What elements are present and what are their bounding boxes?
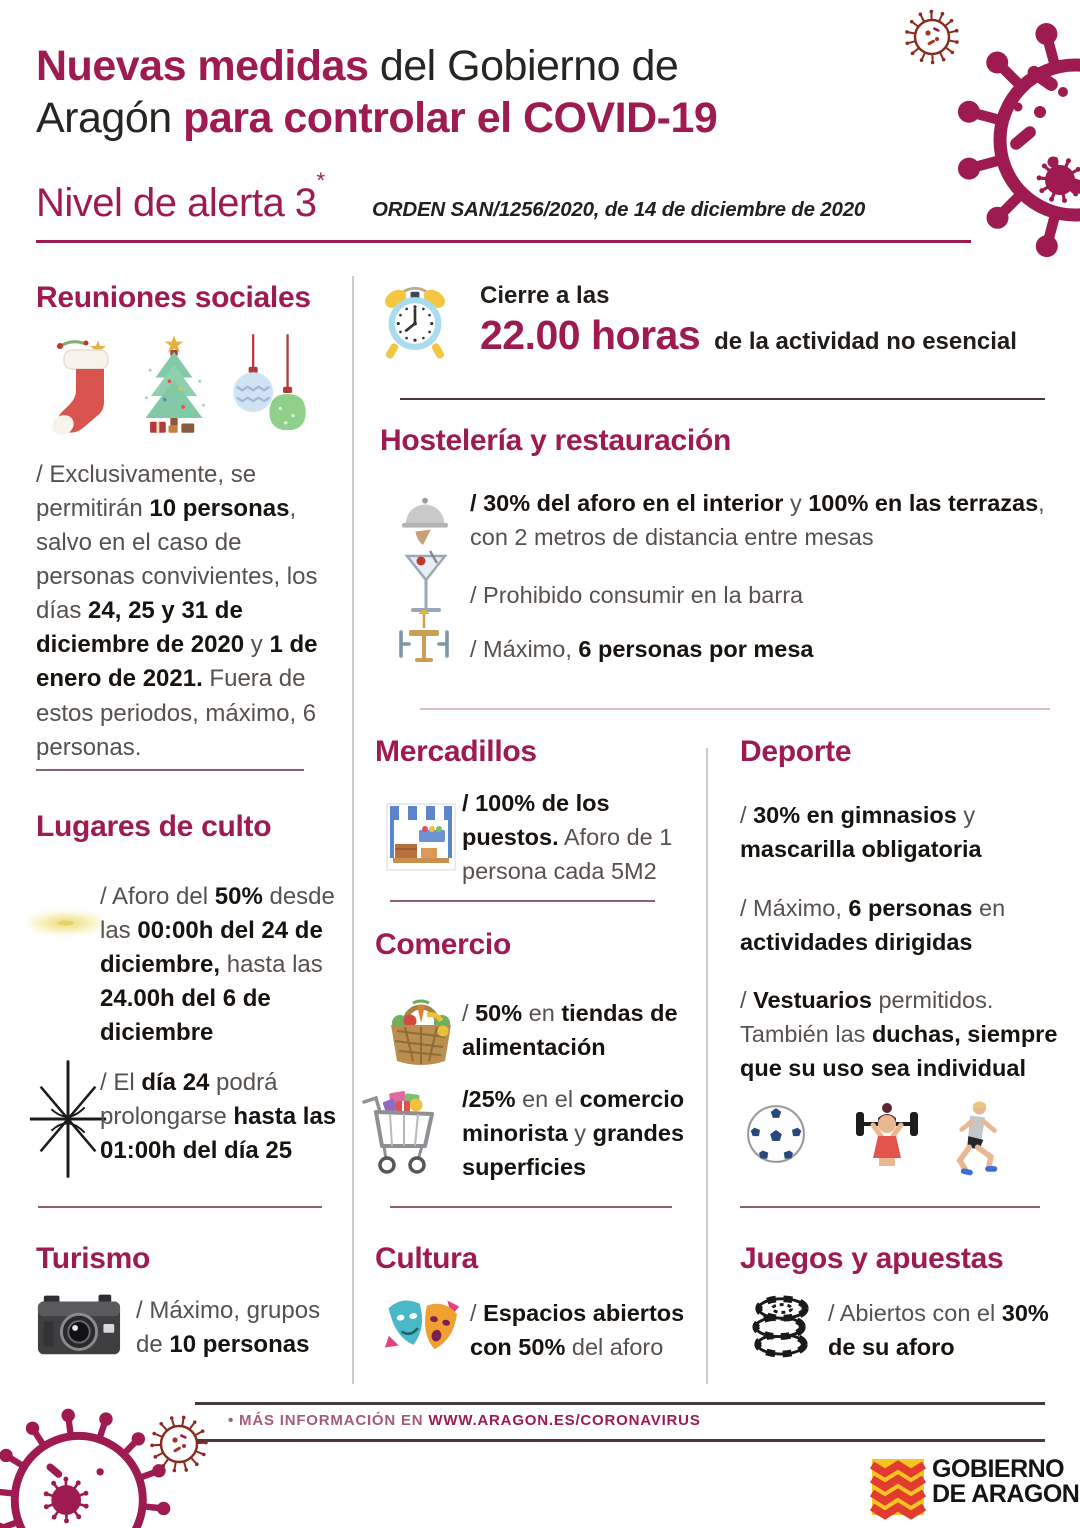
terrace-table-icon (392, 608, 456, 668)
comercio-item-2: /25% en el comercio minorista y grandes superficies (462, 1086, 685, 1181)
divider (36, 769, 304, 771)
page-title-line2: Aragón para controlar el COVID-19 (36, 94, 718, 143)
page-title-line1: Nuevas medidas del Gobierno de (36, 42, 679, 90)
section-title-turismo: Turismo (36, 1242, 151, 1275)
hosteleria-item-2: / Prohibido consumir en la barra (470, 582, 804, 608)
aragon-flag-icon (872, 1457, 924, 1517)
cultura-item: / Espacios abiertos con 50% del aforo (470, 1300, 685, 1361)
deporte-item-1: / 30% en gimnasios y mascarilla obligatoria (740, 802, 982, 863)
juegos-item: / Abiertos con el 30% de su aforo (828, 1300, 1049, 1361)
section-title-mercadillos: Mercadillos (375, 735, 537, 768)
mercadillos-item: / 100% de los puestos. Aforo de 1 persona cada 5M2 (462, 790, 673, 885)
section-title-hosteleria: Hostelería y restauración (380, 424, 731, 457)
soccer-ball-icon (745, 1103, 807, 1165)
closure-suffix: de la actividad no esencial (714, 328, 1017, 355)
hosteleria-item-3: / Máximo, 6 personas por mesa (470, 636, 814, 662)
serving-cloche-icon (398, 490, 452, 548)
divider (38, 1206, 322, 1208)
mini-virus-icon (1030, 150, 1080, 210)
column-divider-left (352, 276, 354, 1384)
gobierno-aragon-logo (872, 1457, 1079, 1517)
alert-asterisk: * (316, 168, 325, 193)
comercio-item-1: / 50% en tiendas de alimentación (462, 1000, 678, 1061)
section-title-deporte: Deporte (740, 735, 852, 768)
theater-masks-icon (383, 1290, 465, 1364)
divider (400, 398, 1045, 400)
christmas-stocking-icon (40, 334, 118, 436)
market-stall-icon (385, 798, 457, 872)
order-reference: ORDEN SAN/1256/2020, de 14 de diciembre de 2020 (372, 198, 866, 221)
hosteleria-item-1: / 30% del aforo en el interior y 100% en las terrazas, con 2 metros de distancia entre mesas (470, 490, 1045, 551)
alarm-clock-icon (378, 278, 452, 362)
logo-line1: GOBIERNO (932, 1455, 1065, 1483)
section-title-juegos: Juegos y apuestas (740, 1242, 1004, 1275)
christmas-tree-icon (128, 330, 220, 438)
section-title-cultura: Cultura (375, 1242, 478, 1275)
section-title-reuniones: Reuniones sociales (36, 281, 311, 314)
divider (390, 1206, 672, 1208)
shopping-cart-icon (360, 1086, 446, 1178)
deporte-item-2: / Máximo, 6 personas en actividades dirigidas (740, 895, 1006, 956)
header-divider (36, 240, 971, 243)
runner-icon (942, 1096, 1002, 1180)
bullet: • (228, 1412, 235, 1429)
section-title-comercio: Comercio (375, 928, 511, 961)
closure-prefix: Cierre a las (480, 282, 610, 309)
small-virus-footer-icon (148, 1413, 210, 1475)
footer-divider-top (195, 1402, 1045, 1405)
camera-icon (36, 1286, 122, 1362)
footer-info-link[interactable]: WWW.ARAGON.ES/CORONAVIRUS (428, 1412, 701, 1429)
large-virus-icon (948, 12, 1080, 247)
candle-glow-icon (26, 892, 106, 954)
footer-info-prefix: MÁS INFORMACIÓN EN (239, 1412, 429, 1429)
lugares-item-2: / El día 24 podrá prolongarse hasta las 01:00h del día 25 (100, 1069, 337, 1165)
turismo-item: / Máximo, grupos de 10 personas (136, 1297, 321, 1359)
christmas-baubles-icon (226, 330, 312, 438)
poker-chips-icon (750, 1288, 812, 1360)
bethlehem-star-icon (24, 1058, 112, 1180)
closure-banner (480, 282, 1017, 359)
footer-info (228, 1412, 701, 1429)
closure-time: 22.00 horas (480, 312, 701, 358)
alert-level: Nivel de alerta 3* (36, 168, 325, 225)
footer-divider-bottom (195, 1439, 1045, 1442)
weightlifter-icon (850, 1098, 924, 1178)
divider (390, 900, 655, 902)
page-title (36, 40, 916, 145)
food-basket-icon (383, 991, 459, 1071)
logo-line2: DE ARAGON (932, 1479, 1080, 1508)
deporte-item-3: / Vestuarios permitidos. También las duchas, siempre que su uso sea individual (740, 987, 1058, 1082)
divider (740, 1206, 1040, 1208)
divider (420, 708, 1050, 710)
lugares-item-1: / Aforo del 50% desde las 00:00h del 24 de diciembre, hasta las 24.00h del 6 de diciembre (100, 883, 335, 1047)
mini-virus-footer-icon (28, 1472, 106, 1528)
column-divider-right (706, 748, 708, 1384)
section-title-lugares: Lugares de culto (36, 810, 272, 843)
reuniones-body: / Exclusivamente, se permitirán 10 personas, salvo en el caso de personas convivientes, los días 24, 25 y 31 de diciembre de 2020 y 1 de enero de 2021. Fuera de estos periodos, máximo, 6 personas. (36, 461, 318, 761)
